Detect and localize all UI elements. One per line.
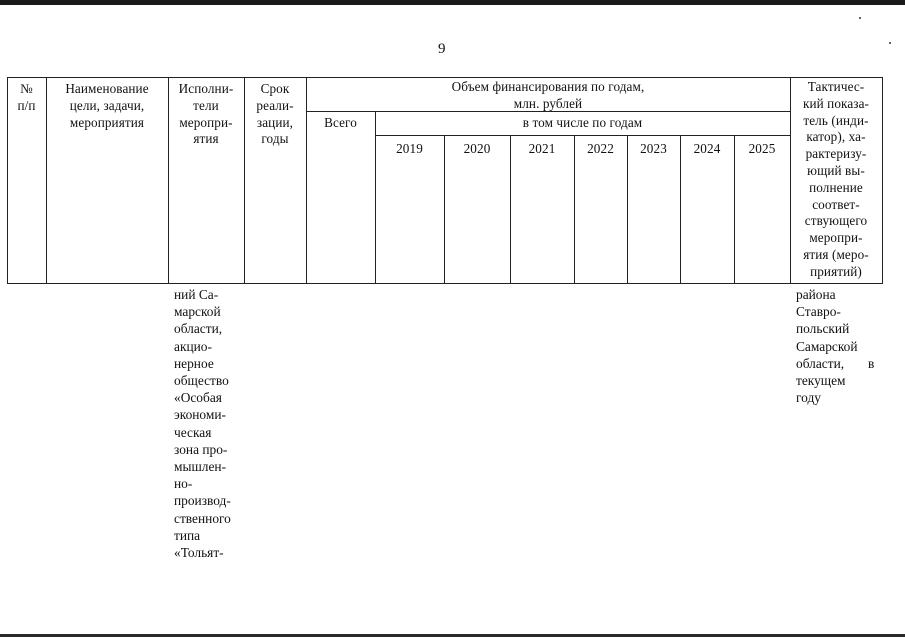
table-rule	[7, 283, 883, 284]
scan-speck	[889, 42, 891, 44]
header-year: 2022	[587, 141, 614, 156]
table-rule	[882, 77, 883, 284]
header-funding: Объем финансирования по годам, млн. рублей	[451, 79, 645, 111]
indicator-word: в	[868, 356, 875, 371]
table-rule	[375, 111, 376, 284]
header-year: 2023	[640, 141, 667, 156]
header-year: 2024	[693, 141, 721, 156]
header-year: 2025	[748, 141, 776, 156]
header-executors: Исполни- тели меропри- ятия	[178, 81, 234, 147]
table-header	[7, 77, 883, 284]
table-rule	[7, 77, 883, 78]
header-number: № п/п	[17, 81, 36, 113]
scan-edge-top	[0, 0, 905, 5]
executors-continuation: ний Са- марской области, акцио- нерное общество «Особая экономи- ческая зона про- мышлен- но- производ- ственного типа «Тольят-	[174, 287, 231, 561]
header-by-years: в том числе по годам	[522, 115, 643, 130]
scan-edge-bottom	[0, 634, 905, 637]
header-year: 2019	[396, 141, 423, 156]
header-term: Срок реали- зации, годы	[256, 81, 294, 147]
header-indicator: Тактичес- кий показа- тель (инди- катор), ха- рактеризу- ющий вы- полнение соответ- ствующего меропри- ятия (меро- приятий)	[802, 79, 870, 279]
header-name: Наименование цели, задачи, мероприятия	[65, 81, 149, 130]
indicator-continuation: района Ставро- польский Самарской области, текущем году	[796, 287, 858, 406]
page-number: 9	[438, 41, 446, 57]
header-year: 2020	[463, 141, 491, 156]
header-year: 2021	[528, 141, 556, 156]
scan-speck	[859, 17, 861, 19]
table-rule	[375, 135, 790, 136]
header-total: Всего	[324, 115, 357, 130]
